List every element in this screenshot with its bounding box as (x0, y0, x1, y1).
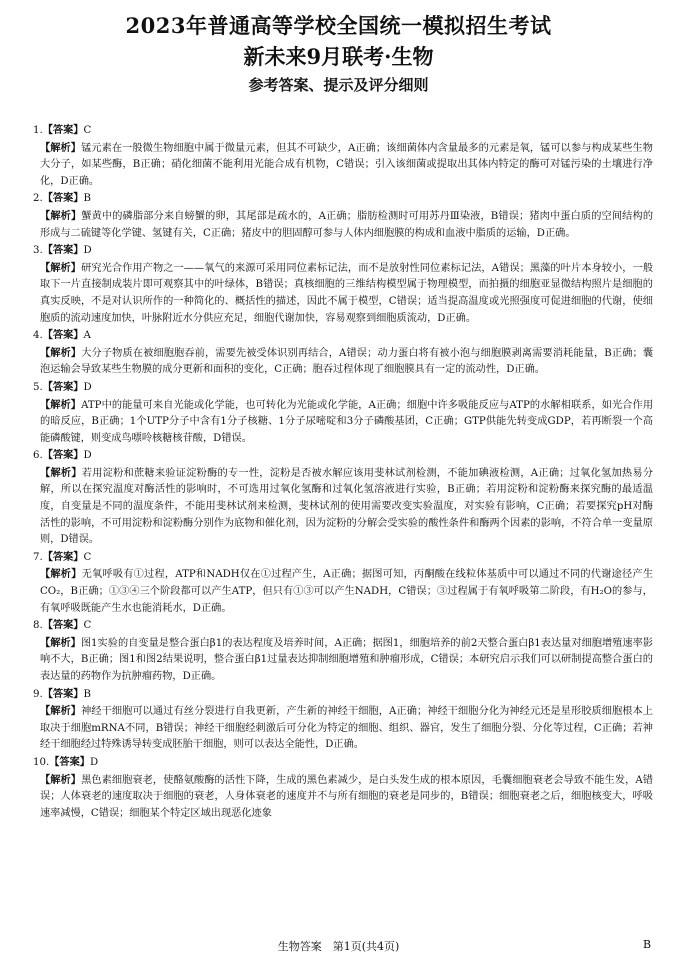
question-number: 2. (33, 193, 43, 205)
question-block (33, 447, 653, 549)
explanation-text: 图1实验的自变量是整合蛋白β1的表达程度及培养时间，A正确；据图1，细胞培养的前2天整合蛋白β1表达量对细胞增殖速率影响不大，B正确；图1和图2结果说明，整合蛋白β1过量表达抑制细胞增殖和肿瘤形成，C错误；本研究启示我们可以研制提高整合蛋白的表达量的药物作为抗肿瘤药物，D正确。 (40, 637, 653, 682)
explanation (40, 635, 653, 686)
explanation (40, 703, 653, 754)
explanation-text: 蟹黄中的磷脂部分来自螃蟹的卵，其尾部是疏水的，A正确；脂肪检测时可用苏丹Ⅲ染液，B错误；猪肉中蛋白质的空间结构的形成与二硫键等化学键、氢键有关，C正确；猪皮中的胆固醇可参与人体内细胞膜的构成和血液中脂质的运输，D正确。 (40, 210, 654, 239)
explanation-tag: 【解析】 (40, 141, 82, 154)
answer-tag: 【答案】 (42, 619, 84, 632)
question-block (33, 617, 653, 685)
answer-line (33, 754, 653, 772)
question-block (33, 122, 653, 190)
answer-tag: 【答案】 (42, 550, 84, 563)
question-number: 8. (33, 620, 43, 632)
explanation-tag: 【解析】 (40, 346, 82, 359)
section-title: 参考答案、提示及评分细则 (248, 76, 429, 94)
explanation (40, 140, 653, 191)
explanation-text: 大分子物质在被细胞胞吞前，需要先被受体识别再结合，A错误；动力蛋白将有被小泡与细胞膜剥离需要消耗能量，B正确；囊泡运输会导致某些生物膜的成分更新和面积的变化，C正确；胞吞过程体现了细胞膜具有一定的流动性，D正确。 (40, 347, 654, 376)
answer-letter: D (83, 245, 92, 257)
answer-letter: D (89, 756, 99, 768)
exam-title: 2023年普通高等学校全国统一模拟招生考试 (125, 13, 552, 38)
answer-line (33, 379, 653, 397)
explanation (40, 260, 653, 327)
answer-tag: 【答案】 (42, 124, 84, 136)
explanation-text: 无氧呼吸有①过程，ATP和NADH仅在①过程产生，A正确；据图可知，丙酮酸在线粒体基质中可以通过不同的代谢途径产生CO₂，B正确；①③④三个阶段都可以产生ATP，但只有①③可以产生NADH，C错误；③过程属于有氧呼吸第二阶段，有H₂O的参与，有氧呼吸既能产生水也能消耗水，D正确。 (40, 569, 654, 614)
answer-line (33, 549, 653, 567)
answer-letter: C (83, 620, 92, 632)
question-number: 7. (33, 551, 43, 563)
explanation-tag: 【解析】 (40, 466, 82, 479)
question-block (33, 379, 653, 447)
answer-line (33, 190, 653, 208)
explanation (40, 566, 653, 617)
question-block (33, 686, 653, 754)
explanation-tag: 【解析】 (40, 705, 82, 718)
question-block (33, 549, 653, 617)
question-number: 9. (33, 688, 43, 700)
answer-line (33, 327, 653, 345)
question-number: 4. (33, 330, 43, 342)
answer-letter: B (83, 688, 91, 700)
answer-tag: 【答案】 (49, 755, 90, 768)
answer-line (33, 242, 653, 260)
explanation-tag: 【解析】 (40, 261, 82, 274)
explanation-text: ATP中的能量可来自光能或化学能，也可转化为光能或化学能，A正确；细胞中许多吸能反应与ATP的水解相联系，如光合作用的暗反应，B正确；1个UTP分子中含有1分子核糖、1分子尿嘧啶和3分子磷酸基团，C正确；GTP供能先转变成GDP，若再断裂一个高能磷酸键，则变成鸟嘌呤核糖核苷酸，D错误。 (40, 399, 654, 444)
explanation-tag: 【解析】 (40, 209, 82, 222)
answer-line (33, 447, 653, 465)
explanation-text: 黑色素细胞衰老，使酪氨酸酶的活性下降，生成的黑色素减少，是白头发生成的根本原因，毛囊细胞衰老会导致不能生发，A错误；人体衰老的速度取决于细胞的衰老，人身体衰老的速度并不与所有细胞的衰老是同步的，B错误；细胞衰老之后，细胞核变大，呼吸速率减慢，C错误；细胞某个特定区域出现恶化迹象 (40, 774, 653, 819)
explanation-tag: 【解析】 (40, 568, 82, 581)
answer-line (33, 122, 653, 140)
question-block (33, 190, 653, 242)
answer-tag: 【答案】 (42, 380, 84, 393)
explanation-text: 神经干细胞可以通过有丝分裂进行自我更新，产生新的神经干细胞，A正确；神经干细胞分化为神经元还是星形胶质细胞根本上取决于细胞mRNA不同，B错误；神经干细胞经刺激后可分化为特定的细胞、组织、器官，发生了细胞分裂、分化等过程，C正确；若神经干细胞经过特殊诱导转变成胚胎干细胞，则可以表达全能性，D正确。 (40, 706, 653, 751)
question-number: 6. (33, 450, 43, 462)
answer-tag: 【答案】 (42, 449, 84, 462)
question-number: 1. (33, 125, 43, 136)
explanation-text: 若用淀粉和蔗糖来验证淀粉酶的专一性，淀粉是否被水解应该用斐林试剂检测，不能加碘液检测，A正确；过氧化氢加热易分解，所以在探究温度对酶活性的影响时，不可选用过氧化氢酶和过氧化氢溶液进行实验，B正确；若用淀粉和淀粉酶来探究酶的最适温度，自变量是不同的温度条件，不能用斐林试剂来检测，斐林试剂的使用需要改变实验温度，对实验有影响，C正确；若要探究pH对酶活性的影响，不可用淀粉和淀粉酶分别作为底物和催化剂，因为淀粉的分解会受实验的酸性条件和酶两个因素的影响，不符合单一变量原则，D错误。 (40, 467, 654, 546)
exam-subtitle: 新未来9月联考·生物 (243, 44, 434, 69)
footer-version: B (643, 938, 652, 951)
answer-tag: 【答案】 (42, 329, 84, 342)
question-block (33, 327, 653, 379)
explanation (40, 208, 653, 242)
answer-letter: C (83, 125, 92, 136)
answer-letter: C (83, 551, 92, 563)
question-number: 10. (33, 756, 50, 768)
answer-letter: D (83, 381, 92, 393)
answer-line (33, 686, 653, 704)
question-number: 5. (33, 381, 43, 393)
question-block (33, 242, 653, 327)
question-number: 3. (33, 245, 43, 257)
answer-letter: D (83, 450, 92, 462)
explanation-tag: 【解析】 (40, 398, 82, 411)
explanation-text: 锰元素在一般微生物细胞中属于微量元素，但其不可缺少，A正确；该细菌体内含量最多的元素是氧，锰可以参与构成某些生物大分子，如某些酶，B正确；硝化细菌不能利用光能合成有机物，C错误；引入该细菌或提取出其体内特定的酶可对锰污染的土壤进行净化，D正确。 (40, 142, 653, 187)
explanation (40, 397, 653, 448)
question-block (33, 754, 653, 822)
explanation (40, 465, 653, 549)
answer-letter: A (83, 330, 91, 342)
footer-page-info: 生物答案 第1页(共4页) (277, 940, 400, 953)
answer-letter: B (83, 193, 91, 205)
explanation (40, 345, 653, 379)
explanation-tag: 【解析】 (40, 636, 81, 649)
explanation-text: 研究光合作用产物之一——氧气的来源可采用同位素标记法，而不是放射性同位素标记法，A错误；黑藻的叶片本身较小，一般取下一片直接制成装片即可观察其中的叶绿体，B错误；真核细胞的三维结构模型属于物理模型，而拍摄的细胞亚显微结构照片是细胞的真实反映，不是对认识所作的一种简化的、概括性的描述，因此不属于模型，C错误；适当提高温度或光照强度可促进细胞的代谢，使细胞质的流动速度加快，叶脉附近水分供应充足，细胞代谢加快，容易观察到细胞质流动，D正确。 (40, 262, 654, 324)
answer-tag: 【答案】 (42, 192, 84, 205)
answer-line (33, 617, 653, 635)
explanation-tag: 【解析】 (40, 773, 82, 786)
answer-list (33, 122, 653, 822)
answer-tag: 【答案】 (42, 687, 84, 700)
answer-tag: 【答案】 (42, 244, 84, 257)
explanation (40, 772, 653, 823)
